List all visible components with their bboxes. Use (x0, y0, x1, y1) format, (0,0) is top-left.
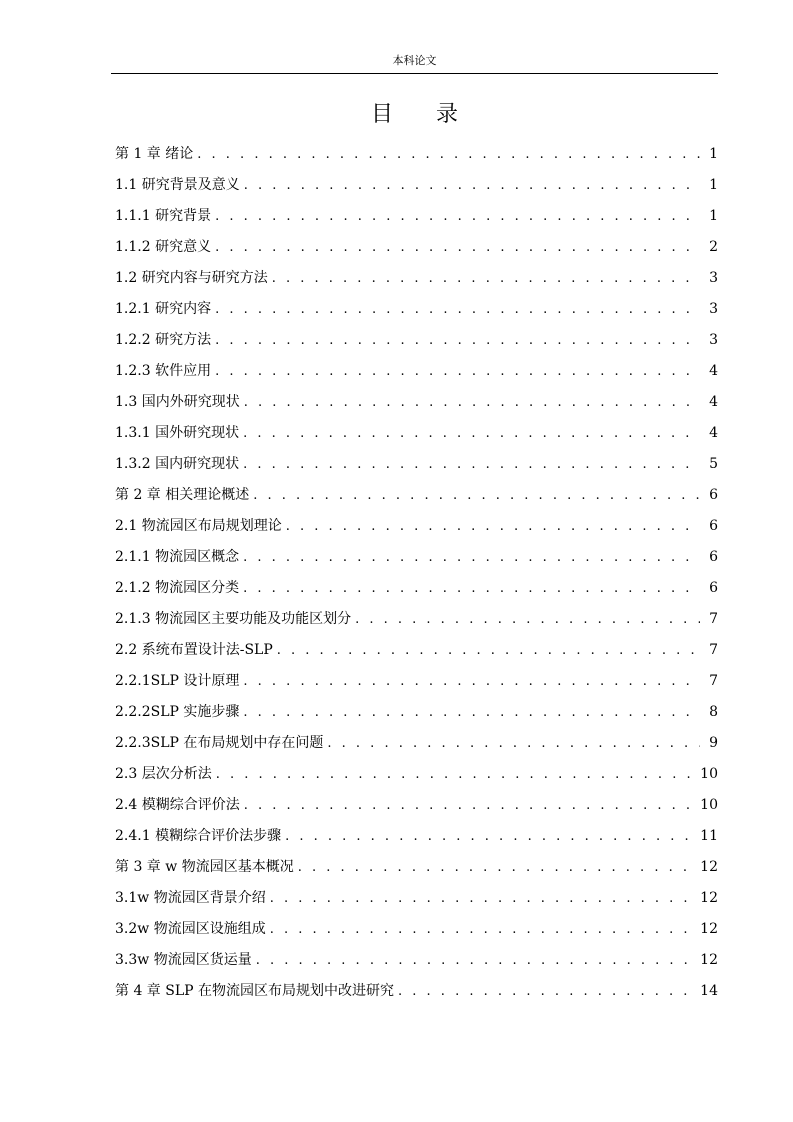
toc-entry-page-number: 10 (700, 766, 718, 782)
toc-entry-label: 1.3.1 国外研究现状 (115, 425, 240, 441)
toc-entry-label: 1.2.2 研究方法 (115, 332, 212, 348)
toc-entry-label: 2.2.1SLP 设计原理 (115, 673, 240, 689)
toc-entry-page-number: 14 (700, 983, 718, 999)
toc-entry-page-number: 6 (709, 580, 718, 596)
toc-entry[interactable] (115, 760, 718, 791)
toc-entry-page-number: 12 (700, 952, 718, 968)
toc-entry[interactable] (115, 791, 718, 822)
toc-entry-page-number: 11 (700, 828, 718, 844)
toc-entry-page-number: 1 (709, 146, 718, 162)
toc-entry[interactable] (115, 388, 718, 419)
toc-dot-leader (243, 668, 700, 696)
toc-entry[interactable] (115, 822, 718, 853)
toc-entry-label: 2.1.3 物流园区主要功能及功能区划分 (115, 611, 352, 627)
toc-dot-leader (398, 978, 696, 1006)
table-of-contents (115, 140, 718, 1008)
toc-entry-label: 1.3 国内外研究现状 (115, 394, 240, 410)
toc-dot-leader (327, 730, 700, 758)
toc-dot-leader (243, 575, 700, 603)
toc-entry-page-number: 6 (709, 487, 718, 503)
toc-dot-leader (286, 513, 700, 541)
toc-entry[interactable] (115, 171, 718, 202)
toc-entry[interactable] (115, 636, 718, 667)
toc-dot-leader (215, 327, 700, 355)
toc-entry-page-number: 7 (709, 642, 718, 658)
toc-entry[interactable] (115, 450, 718, 481)
page-header: 本科论文 (392, 54, 437, 67)
toc-entry-label: 1.2.3 软件应用 (115, 363, 212, 379)
toc-entry-page-number: 1 (709, 208, 718, 224)
toc-entry-label: 2.2.2SLP 实施步骤 (115, 704, 240, 720)
toc-entry[interactable] (115, 264, 718, 295)
toc-dot-leader (216, 761, 696, 789)
toc-entry[interactable] (115, 574, 718, 605)
toc-entry[interactable] (115, 140, 718, 171)
toc-entry-page-number: 5 (709, 456, 718, 472)
toc-entry[interactable] (115, 295, 718, 326)
toc-entry-label: 2.3 层次分析法 (115, 766, 212, 782)
toc-dot-leader (215, 234, 700, 262)
toc-dot-leader (244, 389, 700, 417)
toc-entry[interactable] (115, 884, 718, 915)
toc-dot-leader (355, 606, 700, 634)
toc-entry-label: 3.3w 物流园区货运量 (115, 952, 252, 968)
toc-entry-label: 第 1 章 绪论 (115, 146, 194, 162)
toc-entry-page-number: 12 (700, 859, 718, 875)
toc-dot-leader (285, 823, 696, 851)
toc-entry-label: 3.1w 物流园区背景介绍 (115, 890, 266, 906)
toc-entry-label: 2.2.3SLP 在布局规划中存在问题 (115, 735, 324, 751)
toc-entry[interactable] (115, 481, 718, 512)
header-divider (111, 73, 718, 74)
toc-entry-label: 2.4.1 模糊综合评价法步骤 (115, 828, 282, 844)
toc-entry[interactable] (115, 977, 718, 1008)
toc-entry[interactable] (115, 233, 718, 264)
toc-entry-label: 1.2.1 研究内容 (115, 301, 212, 317)
toc-dot-leader (243, 699, 700, 727)
toc-entry-label: 2.4 模糊综合评价法 (115, 797, 240, 813)
toc-entry[interactable] (115, 698, 718, 729)
toc-entry-page-number: 2 (709, 239, 718, 255)
toc-entry[interactable] (115, 853, 718, 884)
toc-entry-page-number: 3 (709, 332, 718, 348)
toc-entry[interactable] (115, 543, 718, 574)
toc-entry[interactable] (115, 915, 718, 946)
toc-entry[interactable] (115, 419, 718, 450)
toc-dot-leader (298, 854, 696, 882)
toc-dot-leader (253, 482, 700, 510)
toc-entry-page-number: 7 (709, 611, 718, 627)
toc-entry-page-number: 6 (709, 518, 718, 534)
toc-entry-label: 1.2 研究内容与研究方法 (115, 270, 268, 286)
toc-entry-page-number: 4 (709, 363, 718, 379)
toc-entry-page-number: 7 (709, 673, 718, 689)
toc-entry-label: 第 3 章 w 物流园区基本概况 (115, 859, 294, 875)
toc-entry-page-number: 4 (709, 425, 718, 441)
toc-dot-leader (243, 420, 700, 448)
toc-entry[interactable] (115, 326, 718, 357)
toc-dot-leader (197, 141, 700, 169)
toc-dot-leader (215, 358, 700, 386)
toc-entry-page-number: 3 (709, 301, 718, 317)
toc-entry[interactable] (115, 357, 718, 388)
toc-dot-leader (277, 637, 700, 665)
toc-dot-leader (272, 265, 700, 293)
toc-entry-label: 1.1 研究背景及意义 (115, 177, 240, 193)
toc-dot-leader (215, 203, 700, 231)
toc-dot-leader (244, 792, 696, 820)
toc-dot-leader (270, 916, 696, 944)
toc-entry-label: 1.1.2 研究意义 (115, 239, 212, 255)
toc-entry-label: 3.2w 物流园区设施组成 (115, 921, 266, 937)
toc-dot-leader (243, 451, 700, 479)
toc-entry-page-number: 12 (700, 890, 718, 906)
toc-entry[interactable] (115, 667, 718, 698)
toc-dot-leader (244, 172, 700, 200)
toc-entry-label: 2.2 系统布置设计法-SLP (115, 642, 273, 658)
toc-dot-leader (243, 544, 700, 572)
toc-entry-page-number: 8 (709, 704, 718, 720)
toc-entry-label: 2.1.1 物流园区概念 (115, 549, 240, 565)
toc-entry-label: 第 4 章 SLP 在物流园区布局规划中改进研究 (115, 983, 395, 999)
toc-entry-label: 1.3.2 国内研究现状 (115, 456, 240, 472)
toc-entry-label: 1.1.1 研究背景 (115, 208, 212, 224)
toc-entry-page-number: 1 (709, 177, 718, 193)
toc-entry-label: 第 2 章 相关理论概述 (115, 487, 250, 503)
toc-entry-page-number: 9 (709, 735, 718, 751)
toc-entry-page-number: 4 (709, 394, 718, 410)
toc-entry[interactable] (115, 946, 718, 977)
toc-entry-page-number: 3 (709, 270, 718, 286)
toc-entry[interactable] (115, 202, 718, 233)
toc-title: 目 录 (371, 102, 476, 127)
toc-entry-page-number: 6 (709, 549, 718, 565)
toc-entry-page-number: 10 (700, 797, 718, 813)
toc-entry-page-number: 12 (700, 921, 718, 937)
toc-dot-leader (215, 296, 700, 324)
toc-entry[interactable] (115, 512, 718, 543)
toc-entry-label: 2.1.2 物流园区分类 (115, 580, 240, 596)
toc-entry[interactable] (115, 729, 718, 760)
toc-dot-leader (256, 947, 696, 975)
toc-entry-label: 2.1 物流园区布局规划理论 (115, 518, 282, 534)
toc-dot-leader (270, 885, 696, 913)
toc-entry[interactable] (115, 605, 718, 636)
